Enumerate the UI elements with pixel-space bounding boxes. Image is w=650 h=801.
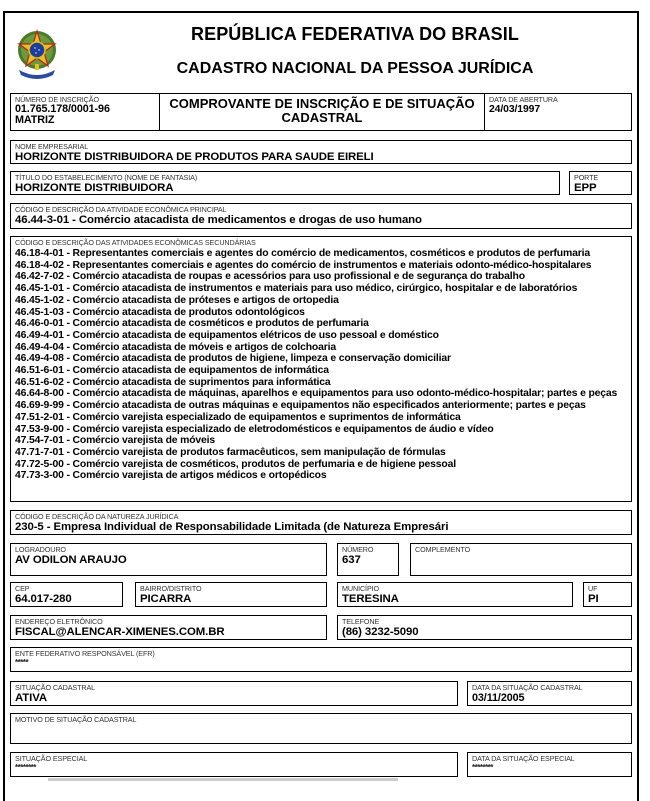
telefone-value: (86) 3232-5090 [342,626,419,638]
list-item: 46.42-7-02 - Comércio atacadista de roupas e acessórios para uso profissional e de segurança do trabalho [15,271,525,283]
porte-value: EPP [574,182,597,194]
list-item: 47.51-2-01 - Comércio varejista especializado de equipamentos e suprimentos de informática [15,411,461,423]
atividade-principal-value: 46.44-3-01 - Comércio atacadista de medicamentos e drogas de uso humano [15,214,422,226]
nome-empresarial-box [10,140,632,164]
fantasia-label: TÍTULO DO ESTABELECIMENTO (NOME DE FANTASIA) [15,173,198,182]
cep-label: CEP [15,584,30,593]
data-situacao-box [467,681,632,706]
abertura-label: DATA DE ABERTURA [489,95,558,104]
natureza-juridica-box [10,510,632,535]
inscricao-label: NÚMERO DE INSCRIÇÃO [15,95,99,104]
list-item: 47.54-7-01 - Comércio varejista de móveis [15,435,216,447]
list-item: 46.45-1-01 - Comércio atacadista de instrumentos e materiais para uso médico, cirúrgico, hospitalar e de laboratórios [15,283,578,295]
fantasia-box [10,171,560,195]
list-item: 47.72-5-00 - Comércio varejista de cosméticos, produtos de perfumaria e de higiene pessoal [15,458,456,470]
list-item: 46.49-4-01 - Comércio atacadista de equipamentos elétricos de uso pessoal e doméstico [15,329,439,341]
numero-label: NÚMERO [342,545,374,554]
nome-empresarial-value: HORIZONTE DISTRIBUIDORA DE PRODUTOS PARA SAUDE EIRELI [15,151,374,163]
logradouro-value: AV ODILON ARAUJO [15,554,127,566]
data-situacao-especial-box [467,752,632,777]
data-situacao-especial-value: ******** [472,763,493,772]
atividades-secundarias-label: CÓDIGO E DESCRIÇÃO DAS ATIVIDADES ECONÔMICAS SECUNDÁRIAS [15,238,256,247]
complemento-label: COMPLEMENTO [415,545,471,554]
list-item: 46.45-1-03 - Comércio atacadista de produtos odontológicos [15,306,305,318]
telefone-box [337,615,632,640]
list-item: 46.45-1-02 - Comércio atacadista de próteses e artigos de ortopedia [15,294,339,306]
atividades-secundarias-box [10,236,632,502]
header-title: REPÚBLICA FEDERATIVA DO BRASIL [190,24,519,44]
bairro-label: BAIRRO/DISTRITO [140,584,202,593]
header-subtitle: CADASTRO NACIONAL DA PESSOA JURÍDICA [176,60,534,77]
motivo-box [10,713,632,744]
abertura-value: 24/03/1997 [489,104,541,115]
bairro-value: PICARRA [140,593,192,605]
data-situacao-value: 03/11/2005 [472,692,525,704]
data-situacao-especial-label: DATA DA SITUAÇÃO ESPECIAL [472,754,575,763]
atividade-principal-label: CÓDIGO E DESCRIÇÃO DA ATIVIDADE ECONÔMICA PRINCIPAL [15,205,227,214]
logradouro-label: LOGRADOURO [15,545,66,554]
list-item: 46.49-4-04 - Comércio atacadista de móveis e artigos de colchoaria [15,341,337,353]
situacao-especial-value: ******** [15,763,36,772]
list-item: 46.49-4-08 - Comércio atacadista de produtos de higiene, limpeza e conservação domiciliar [15,353,451,365]
natureza-juridica-label: CÓDIGO E DESCRIÇÃO DA NATUREZA JURÍDICA [15,512,179,521]
list-item: 46.64-8-00 - Comércio atacadista de máquinas, aparelhos e equipamentos para uso odonto-médico-hospitalar; partes e peças [15,388,618,400]
inscricao-type: MATRIZ [15,114,55,126]
list-item: 47.53-9-00 - Comércio varejista especializado de eletrodomésticos e equipamentos de áudio e vídeo [15,423,494,435]
list-item: 46.51-6-02 - Comércio atacadista de suprimentos para informática [15,376,331,388]
comprovante-box [159,93,485,131]
list-item: 46.51-6-01 - Comércio atacadista de equipamentos de informática [15,365,329,377]
inscricao-box [10,93,160,131]
numero-box [337,543,399,576]
uf-value: PI [588,593,599,605]
situacao-especial-box [10,752,458,777]
municipio-value: TERESINA [342,593,399,605]
inscricao-number: 01.765.178/0001-96 [15,103,110,115]
municipio-box [337,582,573,607]
uf-label: UF [588,584,598,593]
efr-label: ENTE FEDERATIVO RESPONSÁVEL (EFR) [15,649,155,658]
email-label: ENDEREÇO ELETRÔNICO [15,617,103,626]
email-value: FISCAL@ALENCAR-XIMENES.COM.BR [15,626,225,638]
comprovante-title-line1: COMPROVANTE DE INSCRIÇÃO E DE SITUAÇÃO [169,96,475,111]
list-item: 47.71-7-01 - Comércio varejista de produtos farmacêuticos, sem manipulação de fórmulas [15,446,446,458]
motivo-label: MOTIVO DE SITUAÇÃO CADASTRAL [15,715,137,724]
nome-empresarial-label: NOME EMPRESARIAL [15,142,89,151]
atividades-secundarias-list [15,248,631,482]
situacao-box [10,681,458,706]
list-item: 46.46-0-01 - Comércio atacadista de cosméticos e produtos de perfumaria [15,318,369,330]
email-box [10,615,327,640]
situacao-especial-label: SITUAÇÃO ESPECIAL [15,754,88,763]
complemento-box [410,543,632,576]
atividade-principal-box [10,203,632,229]
cep-box [10,582,123,607]
uf-box [583,582,632,607]
natureza-juridica-value: 230-5 - Empresa Individual de Responsabilidade Limitada (de Natureza Empresári [15,521,449,533]
numero-value: 637 [342,554,361,566]
efr-box [10,647,632,672]
abertura-box [484,93,632,131]
porte-label: PORTE [574,173,599,182]
porte-box [569,171,632,195]
bairro-box [135,582,327,607]
list-item: 46.69-9-99 - Comércio atacadista de outras máquinas e equipamentos não especificados anteriormente; partes e peças [15,400,586,412]
fantasia-value: HORIZONTE DISTRIBUIDORA [15,182,174,194]
municipio-label: MUNICÍPIO [342,584,380,593]
telefone-label: TELEFONE [342,617,380,626]
efr-value: ***** [15,658,29,667]
cep-value: 64.017-280 [15,593,72,605]
logradouro-box [10,543,327,576]
data-situacao-label: DATA DA SITUAÇÃO CADASTRAL [472,683,583,692]
comprovante-title-line2: CADASTRAL [281,110,363,125]
list-item: 47.73-3-00 - Comércio varejista de artigos médicos e ortopédicos [15,470,327,482]
list-item: 46.18-4-01 - Representantes comerciais e agentes do comércio de medicamentos, cosméticos e produtos de perfumaria [15,248,590,259]
situacao-label: SITUAÇÃO CADASTRAL [15,683,96,692]
situacao-value: ATIVA [15,692,47,704]
list-item: 46.18-4-02 - Representantes comerciais e agentes do comércio de instrumentos e materiais odonto-médico-hospitalares [15,259,592,271]
